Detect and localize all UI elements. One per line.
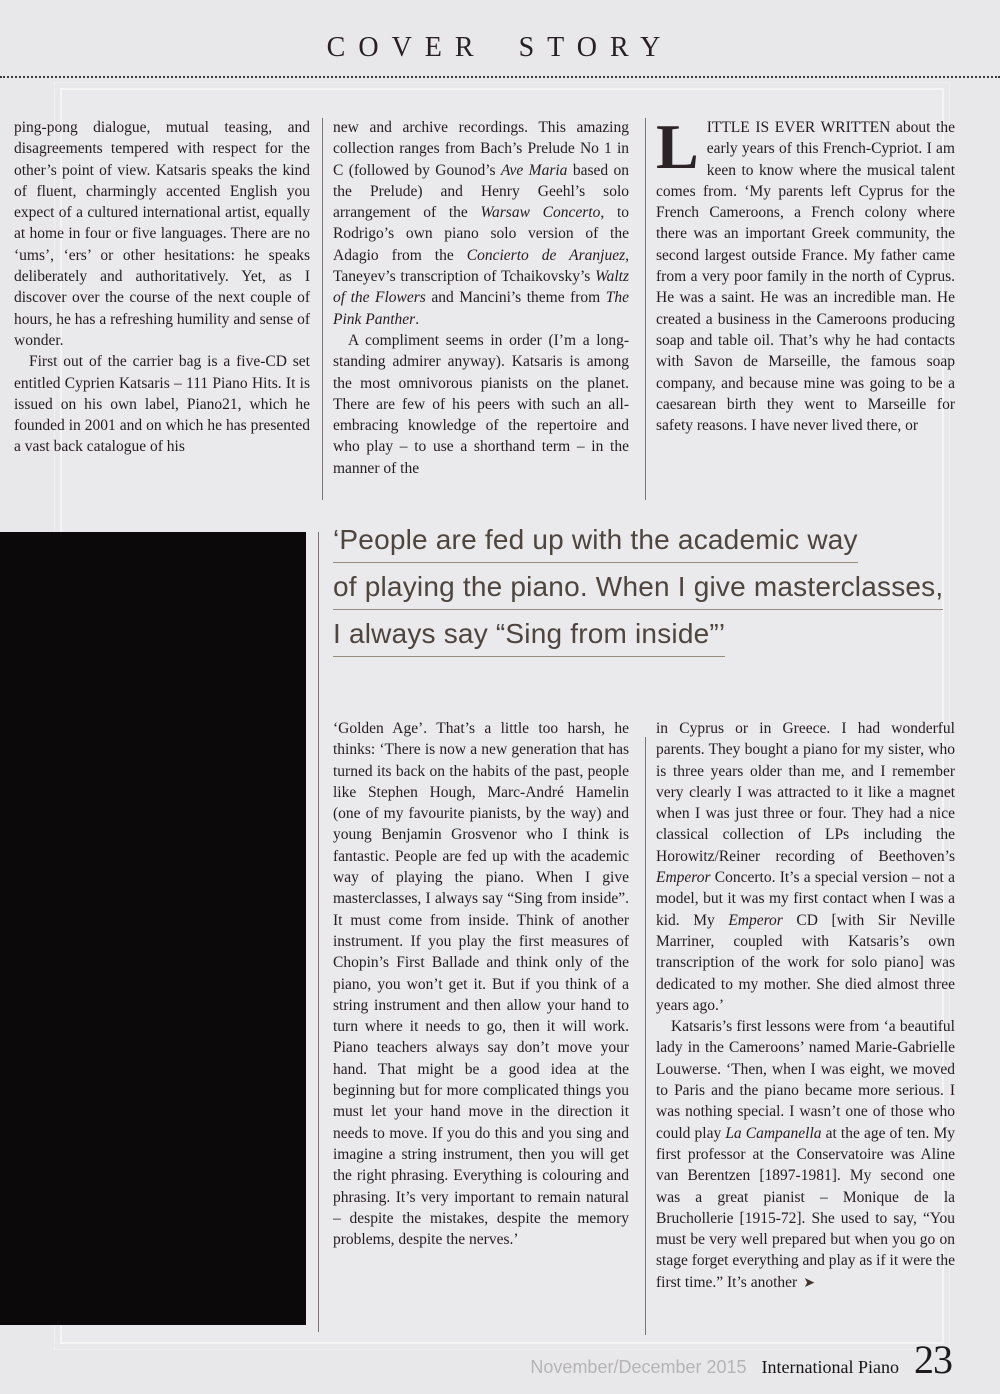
pull-quote — [333, 524, 978, 665]
column-rule — [645, 737, 646, 1335]
paragraph: in Cyprus or in Greece. I had wonderful parents. They bought a piano for my sister, who is three years older than me, and I remember very clearly I was attracted to it like a magnet when I was just three or four. They had a nice classical collection of LPs including the Horowitz/Reiner recording of Beethoven’s Emperor Concerto. It’s a special version – not a model, but it was my first contact when I was a kid. My Emperor CD [with Sir Neville Marriner, coupled with Katsaris’s own transcription of the work for solo piano] was dedicated to my mother. She died almost three years ago.’ — [656, 720, 955, 1014]
column-rule — [318, 532, 319, 1332]
column-top-right — [656, 111, 955, 436]
column-top-left — [14, 117, 310, 458]
column-rule — [322, 118, 323, 500]
column-bottom-right — [656, 718, 955, 1294]
page-title: COVER STORY — [326, 32, 674, 63]
article-photo — [0, 532, 306, 1325]
continuation-arrow-icon: ➤ — [803, 1274, 815, 1291]
pull-quote-line: I always say “Sing from inside”’ — [333, 618, 725, 657]
footer-page-number: 23 — [914, 1337, 952, 1382]
paragraph-text: ITTLE IS EVER WRITTEN about the early years of this French-Cypriot. I am keen to know where the musical talent comes from. ‘My parents left Cyprus for the French Cameroons, a French colony where there was an important Greek community, the second largest outside France. My father came from a very poor family in the north of Cyprus. He was a saint. He was an incredible man. He created a business in the Cameroons producing soap and table oil. That’s why he had contacts with Savon de Marseille, the famous soap company, and because mine was going to be a caesarean birth they went to Marseille for safety reasons. I have never lived there, or — [656, 119, 955, 435]
paragraph: First out of the carrier bag is a five-CD set entitled Cyprien Katsaris – 111 Piano Hits. It is issued on his own label, Piano21, which he founded in 2001 and on which he has presented a vast back catalogue of his — [14, 353, 310, 456]
footer-magazine-title: International Piano — [761, 1357, 899, 1377]
paragraph: ‘Golden Age’. That’s a little too harsh, he thinks: ‘There is now a new generation that has turned its back on the habits of the past, people like Stephen Hough, Marc-André Hamelin (one of my favourite pianists, by the way) and young Benjamin Grosvenor who I think is fantastic. People are fed up with the academic way of playing the piano. When I give masterclasses, I always say “Sing from inside”. It must come from inside. Think of another instrument. If you play the first measures of Chopin’s First Ballade and think only of the piano, you won’t get it. But if you think of a string instrument and then allow your hand to turn where it needs to go, then it will work. Piano teachers always say don’t move your hand. That might be a good idea at the beginning but for more complicated things you must let your hand move in the direction it needs to move. If you do this and you sing and imagine a string instrument, then you will get the right phrasing. Everything is colouring and phrasing. It’s very important to remain natural – despite the mistakes, despite the memory problems, despite the nerves.’ — [333, 720, 629, 1249]
paragraph: new and archive recordings. This amazing collection ranges from Bach’s Prelude No 1 in C (followed by Gounod’s Ave Maria based on the Prelude) and Henry Geehl’s solo arrangement of the Warsaw Concerto, to Rodrigo’s own piano solo version of the Adagio from the Concierto de Aranjuez, Taneyev’s transcription of Tchaikovsky’s Waltz of the Flowers and Mancini’s theme from The Pink Panther. — [333, 119, 629, 328]
column-top-middle — [333, 117, 629, 479]
drop-cap: L — [656, 111, 699, 182]
paragraph — [656, 111, 955, 436]
footer-issue-date: November/December 2015 — [530, 1357, 747, 1377]
paragraph: A compliment seems in order (I’m a long-standing admirer anyway). Katsaris is among the most omnivorous pianists on the planet. There are few of his peers with such an all-embracing knowledge of the repertoire and who play – to use a shorthand term – in the manner of the — [333, 331, 629, 477]
paragraph: ping-pong dialogue, mutual teasing, and disagreements tempered with respect for the other’s point of view. Katsaris speaks the kind of fluent, charmingly accented English you expect of a cultured international artist, equally at home in four or five languages. There are no ‘ums’, ‘ers’ or other hesitations: he speaks deliberately and authoritatively. Yet, as I discover over the course of the next couple of hours, he has a refreshing humility and sense of wonder. — [14, 119, 310, 349]
column-rule — [645, 118, 646, 500]
column-bottom-middle — [333, 718, 629, 1250]
header-dotted-divider — [0, 76, 1000, 78]
paragraph-text: Katsaris’s first lessons were from ‘a beautiful lady in the Cameroons’ named Marie-Gabrielle Louwerse. ‘Then, when I was eight, we moved to Paris and the piano became more serious. I was nothing special. I wasn’t one of those who could play La Campanella at the age of ten. My first professor at the Conservatoire was Aline van Berentzen [1897-1981]. My second one was a great pianist – Monique de la Bruchollerie [1915-72]. She used to say, “You must be very well prepared but when you go on stage forget everything and play as if it were the first time.” It’s another — [656, 1018, 956, 1291]
paragraph — [656, 1016, 955, 1294]
page-footer — [530, 1337, 952, 1382]
pull-quote-line: ‘People are fed up with the academic way — [333, 524, 858, 563]
pull-quote-line: of playing the piano. When I give masterclasses, — [333, 571, 943, 610]
